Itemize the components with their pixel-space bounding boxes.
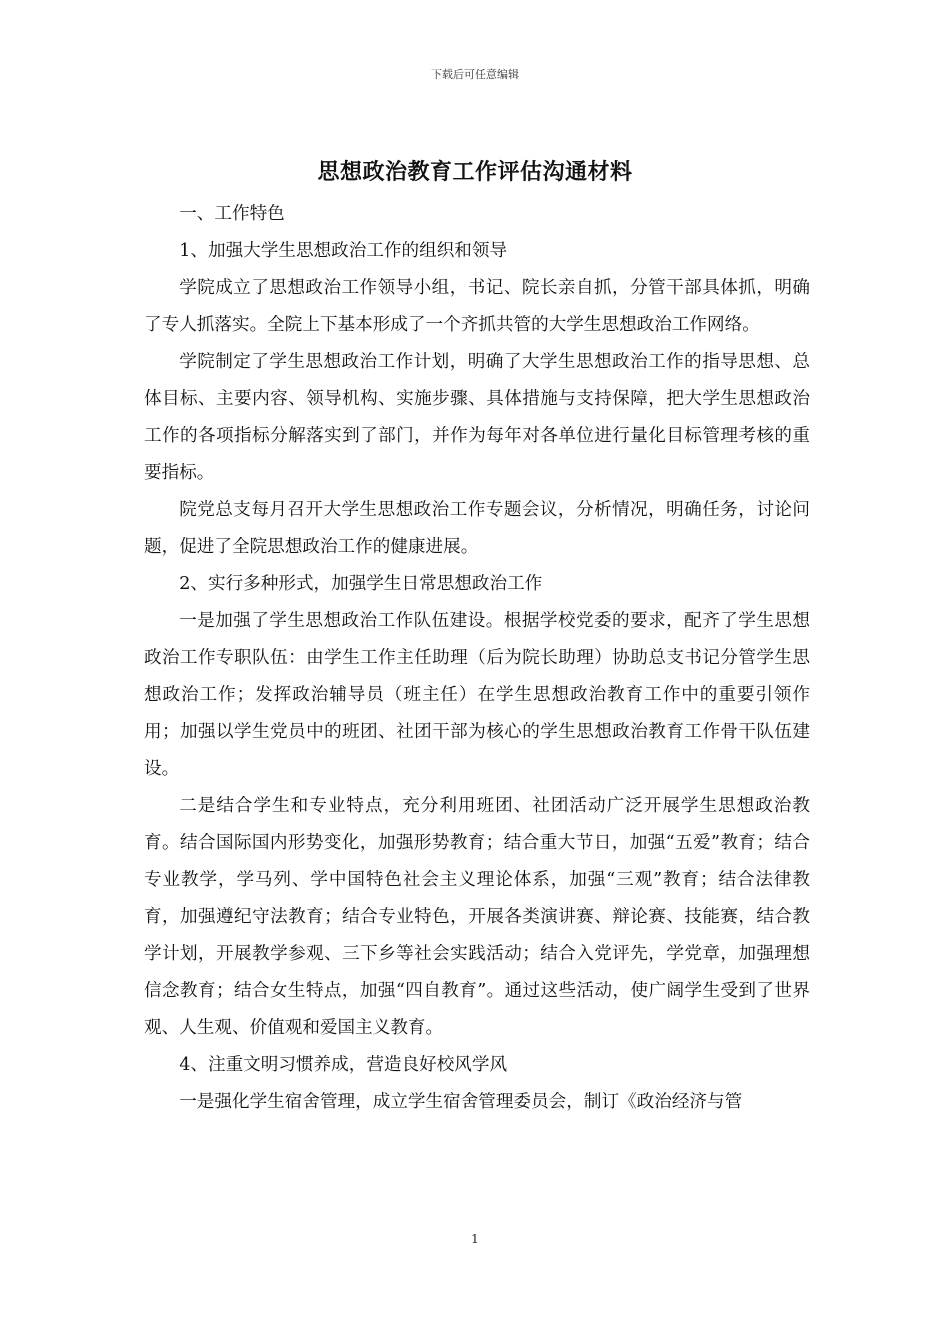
body-paragraph: 院党总支每月召开大学生思想政治工作专题会议，分析情况，明确任务，讨论问题，促进了全院思想政治工作的健康进展。	[144, 500, 810, 557]
subsection-heading: 2、实行多种形式，加强学生日常思想政治工作	[179, 574, 543, 594]
body-paragraph: 一是加强了学生思想政治工作队伍建设。根据学校党委的要求，配齐了学生思想政治工作专职队伍：由学生工作主任助理（后为院长助理）协助总支书记分管学生思想政治工作；发挥政治辅导员（班主任）在学生思想政治教育工作中的重要引领作用；加强以学生党员中的班团、社团干部为核心的学生思想政治教育工作骨干队伍建设。	[144, 611, 810, 779]
body-paragraph: 学院制定了学生思想政治工作计划，明确了大学生思想政治工作的指导思想、总体目标、主要内容、领导机构、实施步骤、具体措施与支持保障，把大学生思想政治工作的各项指标分解落实到了部门，并作为每年对各单位进行量化目标管理考核的重要指标。	[144, 352, 810, 483]
document-body	[144, 196, 810, 1121]
page-number: 1	[471, 1232, 479, 1246]
document-title: 思想政治教育工作评估沟通材料	[317, 159, 633, 185]
body-paragraph: 学院成立了思想政治工作领导小组，书记、院长亲自抓，分管干部具体抓，明确了专人抓落实。全院上下基本形成了一个齐抓共管的大学生思想政治工作网络。	[144, 278, 810, 335]
body-paragraph: 二是结合学生和专业特点，充分利用班团、社团活动广泛开展学生思想政治教育。结合国际国内形势变化，加强形势教育；结合重大节日，加强“五爱”教育；结合专业教学，学马列、学中国特色社会主义理论体系，加强“三观”教育；结合法律教育，加强遵纪守法教育；结合专业特色，开展各类演讲赛、辩论赛、技能赛，结合教学计划，开展教学参观、三下乡等社会实践活动；结合入党评先，学党章，加强理想信念教育；结合女生特点，加强“四自教育”。通过这些活动，使广阔学生受到了世界观、人生观、价值观和爱国主义教育。	[144, 796, 810, 1038]
subsection-heading: 4、注重文明习惯养成，营造良好校风学风	[179, 1055, 508, 1075]
body-paragraph: 一是强化学生宿舍管理，成立学生宿舍管理委员会，制订《政治经济与管	[179, 1092, 743, 1112]
subsection-heading: 1、加强大学生思想政治工作的组织和领导	[179, 241, 508, 261]
header-note: 下载后可任意编辑	[431, 68, 519, 81]
section-heading: 一、工作特色	[179, 204, 285, 224]
